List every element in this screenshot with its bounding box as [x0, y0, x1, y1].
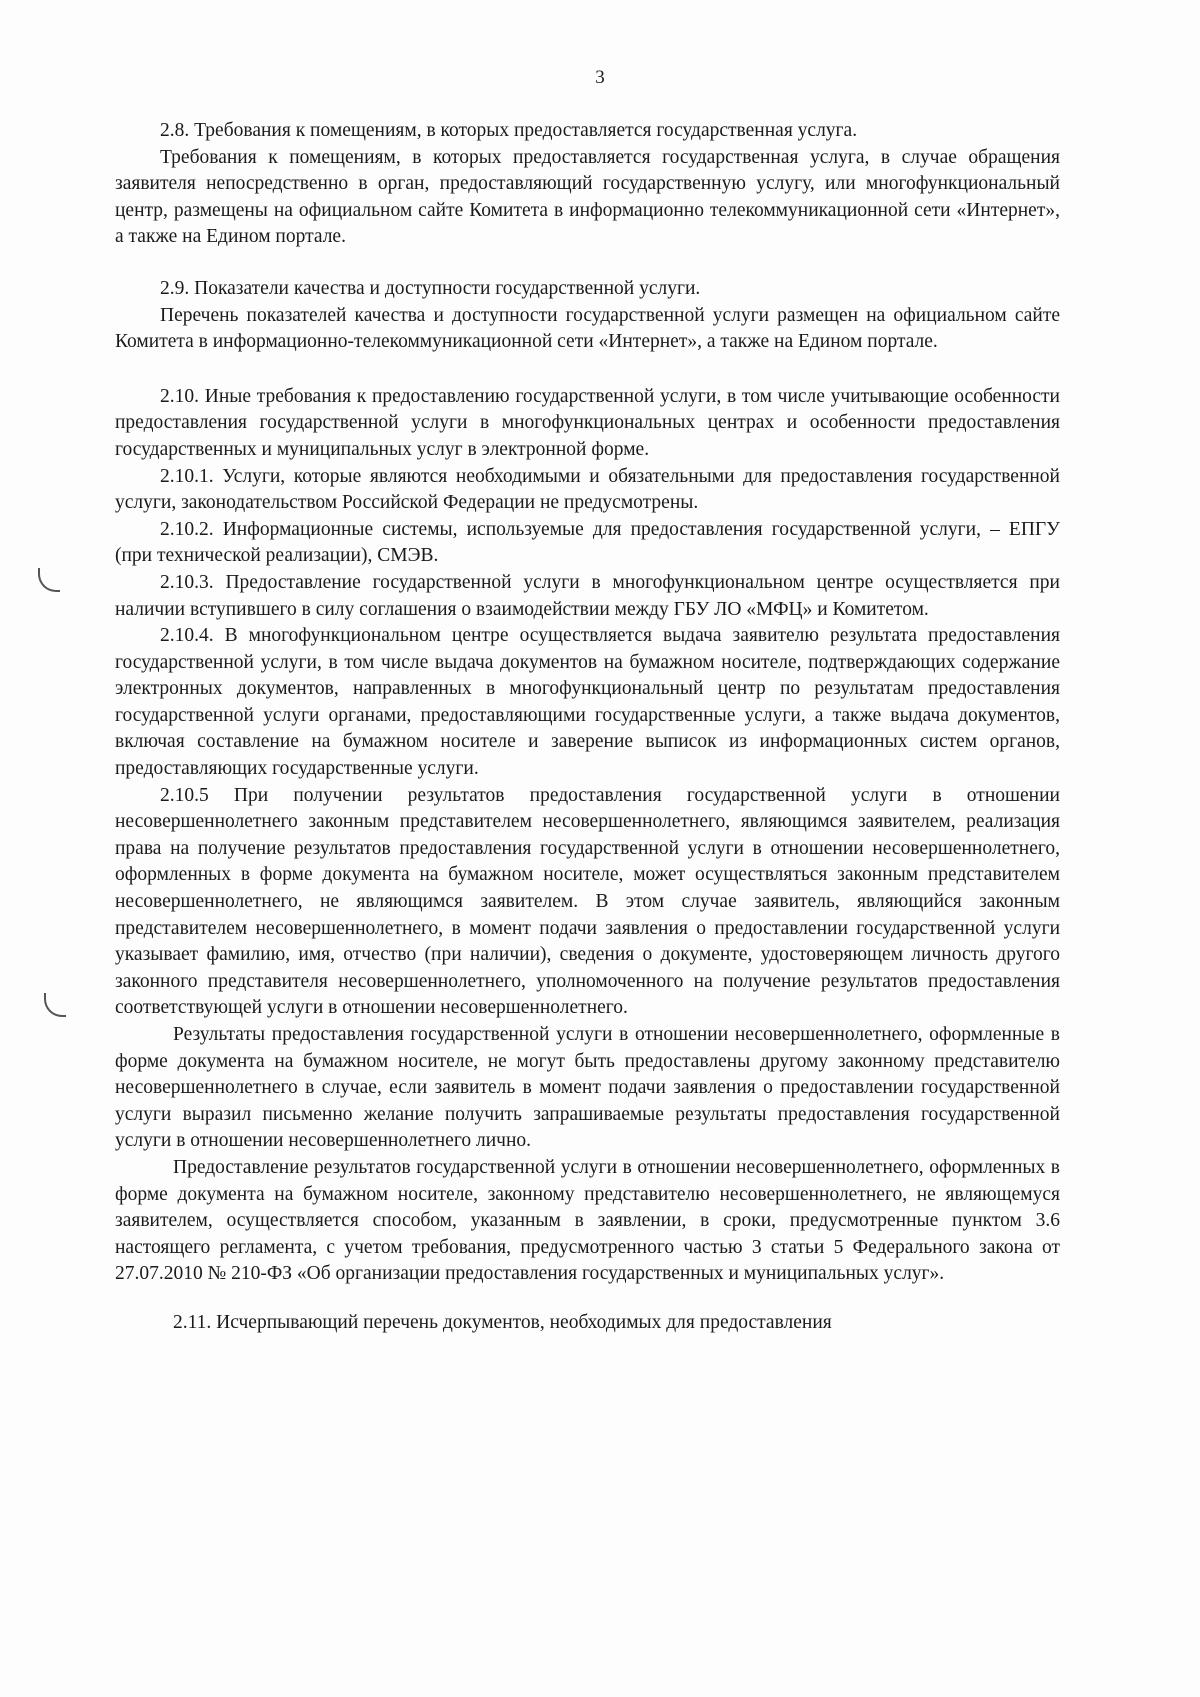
section-heading-2-11: 2.11. Исчерпывающий перечень документов, необходимых для предоставления [173, 1311, 832, 1333]
section-heading-2-9: 2.9. Показатели качества и доступности государственной услуги. [160, 277, 701, 299]
paragraph: Перечень показателей качества и доступности государственной услуги размещен на официальном сайте Комитета в информационно-телекоммуникационной сети «Интернет», а также на Едином портале. [115, 304, 1060, 353]
paragraph-2-10-4: 2.10.4. В многофункциональном центре осуществляется выдача заявителю результата предоставления государственной услуги, в том числе выдача документов на бумажном носителе, подтверждающих содержание электронных документов, направленных в многофункциональный центр по результатам предоставления государственной услуги органами, предоставляющими государственные услуги, а также выдача документов, включая составление на бумажном носителе и заверение выписок из информационных систем органов, предоставляющих государственные услуги. [115, 625, 1060, 780]
paragraph-2-10-2: 2.10.2. Информационные системы, используемые для предоставления государственной услуги, – ЕПГУ (при технической реализации), СМЭВ. [115, 518, 1060, 567]
page-number: 3 [595, 67, 605, 88]
binder-hole-mark [44, 993, 66, 1017]
paragraph: Требования к помещениям, в которых предоставляется государственная услуга, в случае обращения заявителя непосредственно в орган, предоставляющий государственную услугу, или многофункциональный центр, размещены на официальном сайте Комитета в информационно телекоммуникационной сети «Интернет», а также на Едином портале. [115, 146, 1060, 248]
paragraph-2-10-3: 2.10.3. Предоставление государственной услуги в многофункциональном центре осуществляется при наличии вступившего в силу соглашения о взаимодействии между ГБУ ЛО «МФЦ» и Комитетом. [115, 571, 1060, 620]
paragraph: Предоставление результатов государственной услуги в отношении несовершеннолетнего, оформленных в форме документа на бумажном носителе, законному представителю несовершеннолетнего, не являющемуся заявителем, осуществляется способом, указанным в заявлении, в сроки, предусмотренные пунктом 3.6 настоящего регламента, с учетом требования, предусмотренного частью 3 статьи 5 Федерального закона от 27.07.2010 № 210-ФЗ «Об организации предоставления государственных и муниципальных услуг». [115, 1156, 1060, 1285]
section-heading-2-10: 2.10. Иные требования к предоставлению государственной услуги, в том числе учитывающие особенности предоставления государственной услуги в многофункциональных центрах и особенности предоставления государственных и муниципальных услуг в электронной форме. [115, 385, 1060, 460]
paragraph-2-10-5: 2.10.5 При получении результатов предоставления государственной услуги в отношении несовершеннолетнего законным представителем несовершеннолетнего, являющимся заявителем, реализация права на получение результатов предоставления государственной услуги в отношении несовершеннолетнего, оформленных в форме документа на бумажном носителе, может осуществляться законным представителем несовершеннолетнего, не являющимся заявителем. В этом случае заявитель, являющийся законным представителем несовершеннолетнего, в момент подачи заявления о предоставлении государственной услуги указывает фамилию, имя, отчество (при наличии), сведения о документе, удостоверяющем личность другого законного представителя несовершеннолетнего, уполномоченного на получение результатов предоставления соответствующей услуги в отношении несовершеннолетнего. [115, 784, 1060, 1019]
paragraph-2-10-1: 2.10.1. Услуги, которые являются необходимыми и обязательными для предоставления государственной услуги, законодательством Российской Федерации не предусмотрены. [115, 465, 1060, 514]
binder-hole-mark [38, 568, 60, 592]
document-body [115, 118, 1060, 1337]
section-heading-2-8: 2.8. Требования к помещениям, в которых предоставляется государственная услуга. [160, 120, 858, 141]
paragraph: Результаты предоставления государственной услуги в отношении несовершеннолетнего, оформленные в форме документа на бумажном носителе, не могут быть предоставлены другому законному представителю несовершеннолетнего в случае, если заявитель в момент подачи заявления о предоставлении государственной услуги выразил письменно желание получить запрашиваемые результаты предоставления государственной услуги в отношении несовершеннолетнего лично. [115, 1024, 1060, 1152]
